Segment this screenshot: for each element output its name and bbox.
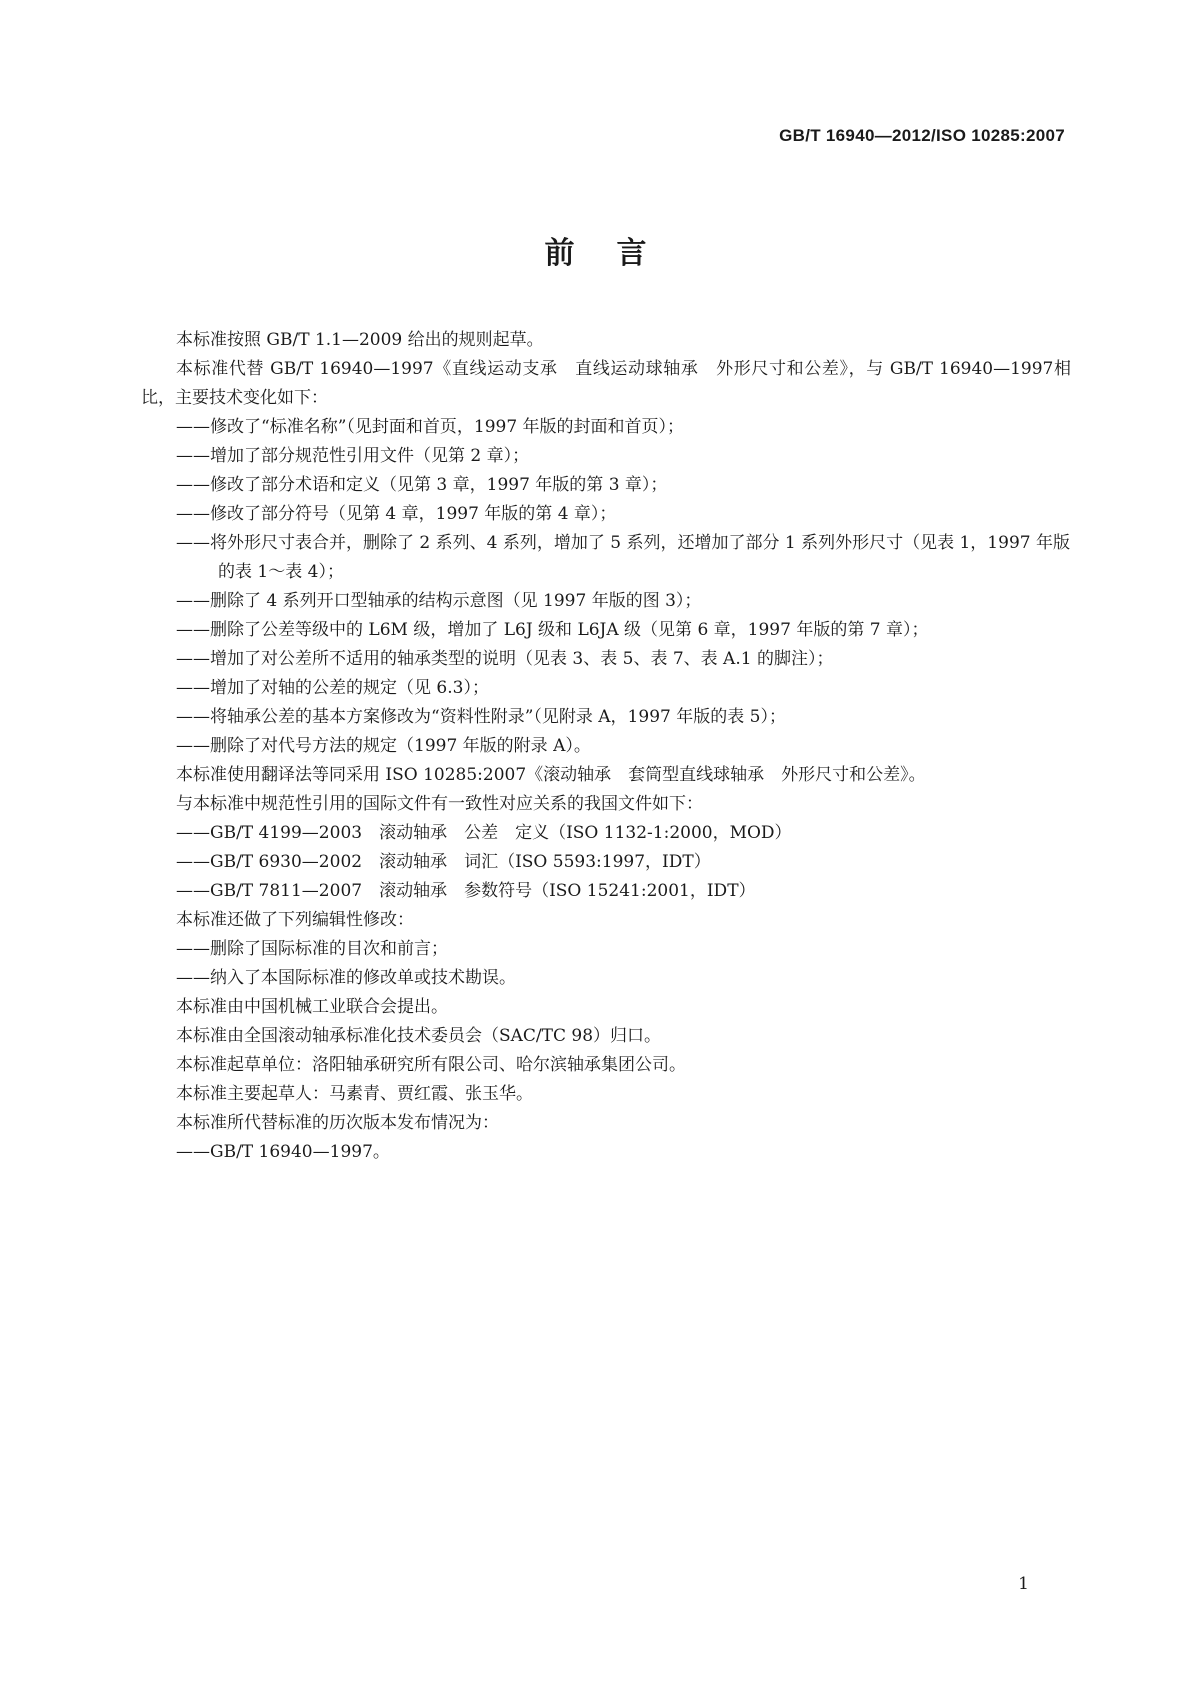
paragraph: 本标准由全国滚动轴承标准化技术委员会（SAC/TC 98）归口。 — [176, 1026, 662, 1046]
list-item: ——删除了对代号方法的规定（1997 年版的附录 A）。 — [176, 736, 591, 756]
list-item: ——修改了“标准名称”（见封面和首页，1997 年版的封面和首页）； — [176, 417, 685, 437]
page-title: 前言 — [544, 236, 689, 271]
list-item: ——删除了国际标准的目次和前言； — [176, 939, 448, 959]
list-item: ——GB/T 16940—1997。 — [176, 1142, 390, 1162]
paragraph: 本标准起草单位：洛阳轴承研究所有限公司、哈尔滨轴承集团公司。 — [176, 1055, 686, 1075]
paragraph: 本标准使用翻译法等同采用 ISO 10285:2007《滚动轴承 套筒型直线球轴承 外形尺寸和公差》。 — [176, 765, 926, 785]
paragraph: 本标准所代替标准的历次版本发布情况为： — [176, 1113, 499, 1133]
list-item: ——GB/T 7811—2007 滚动轴承 参数符号（ISO 15241:2001，IDT） — [176, 881, 756, 901]
paragraph: 本标准代替 GB/T 16940—1997《直线运动支承 直线运动球轴承 外形尺寸和公差》，与 GB/T 16940—1997相比，主要技术变化如下： — [141, 359, 1071, 408]
page-number: 1 — [1018, 1574, 1029, 1594]
list-item: ——纳入了本国际标准的修改单或技术勘误。 — [176, 968, 516, 988]
paragraph: 本标准按照 GB/T 1.1—2009 给出的规则起草。 — [176, 330, 544, 350]
list-item: ——将轴承公差的基本方案修改为“资料性附录”（见附录 A，1997 年版的表 5）； — [176, 707, 786, 727]
list-item: ——增加了部分规范性引用文件（见第 2 章）； — [176, 446, 530, 466]
paragraph: 与本标准中规范性引用的国际文件有一致性对应关系的我国文件如下： — [176, 794, 703, 814]
list-item: ——增加了对公差所不适用的轴承类型的说明（见表 3、表 5、表 7、表 A.1 的脚注）； — [176, 649, 834, 669]
list-item: ——GB/T 6930—2002 滚动轴承 词汇（ISO 5593:1997，IDT） — [176, 852, 711, 872]
list-item: ——将外形尺寸表合并，删除了 2 系列、4 系列，增加了 5 系列，还增加了部分 1 系列外形尺寸（见表 1，1997 年版的表 1～表 4）； — [176, 533, 1070, 582]
paragraph: 本标准还做了下列编辑性修改： — [176, 910, 414, 930]
paragraph: 本标准主要起草人：马素青、贾红霞、张玉华。 — [176, 1084, 533, 1104]
list-item: ——删除了公差等级中的 L6M 级，增加了 L6J 级和 L6JA 级（见第 6 章，1997 年版的第 7 章）； — [176, 620, 929, 640]
list-item: ——修改了部分符号（见第 4 章，1997 年版的第 4 章）； — [176, 504, 617, 524]
foreword-body — [141, 326, 1071, 1167]
standard-code-header: GB/T 16940—2012/ISO 10285:2007 — [779, 126, 1065, 145]
list-item: ——增加了对轴的公差的规定（见 6.3）； — [176, 678, 489, 698]
list-item: ——删除了 4 系列开口型轴承的结构示意图（见 1997 年版的图 3）； — [176, 591, 702, 611]
list-item: ——修改了部分术语和定义（见第 3 章，1997 年版的第 3 章）； — [176, 475, 668, 495]
list-item: ——GB/T 4199—2003 滚动轴承 公差 定义（ISO 1132-1:2000，MOD） — [176, 823, 792, 843]
paragraph: 本标准由中国机械工业联合会提出。 — [176, 997, 448, 1017]
